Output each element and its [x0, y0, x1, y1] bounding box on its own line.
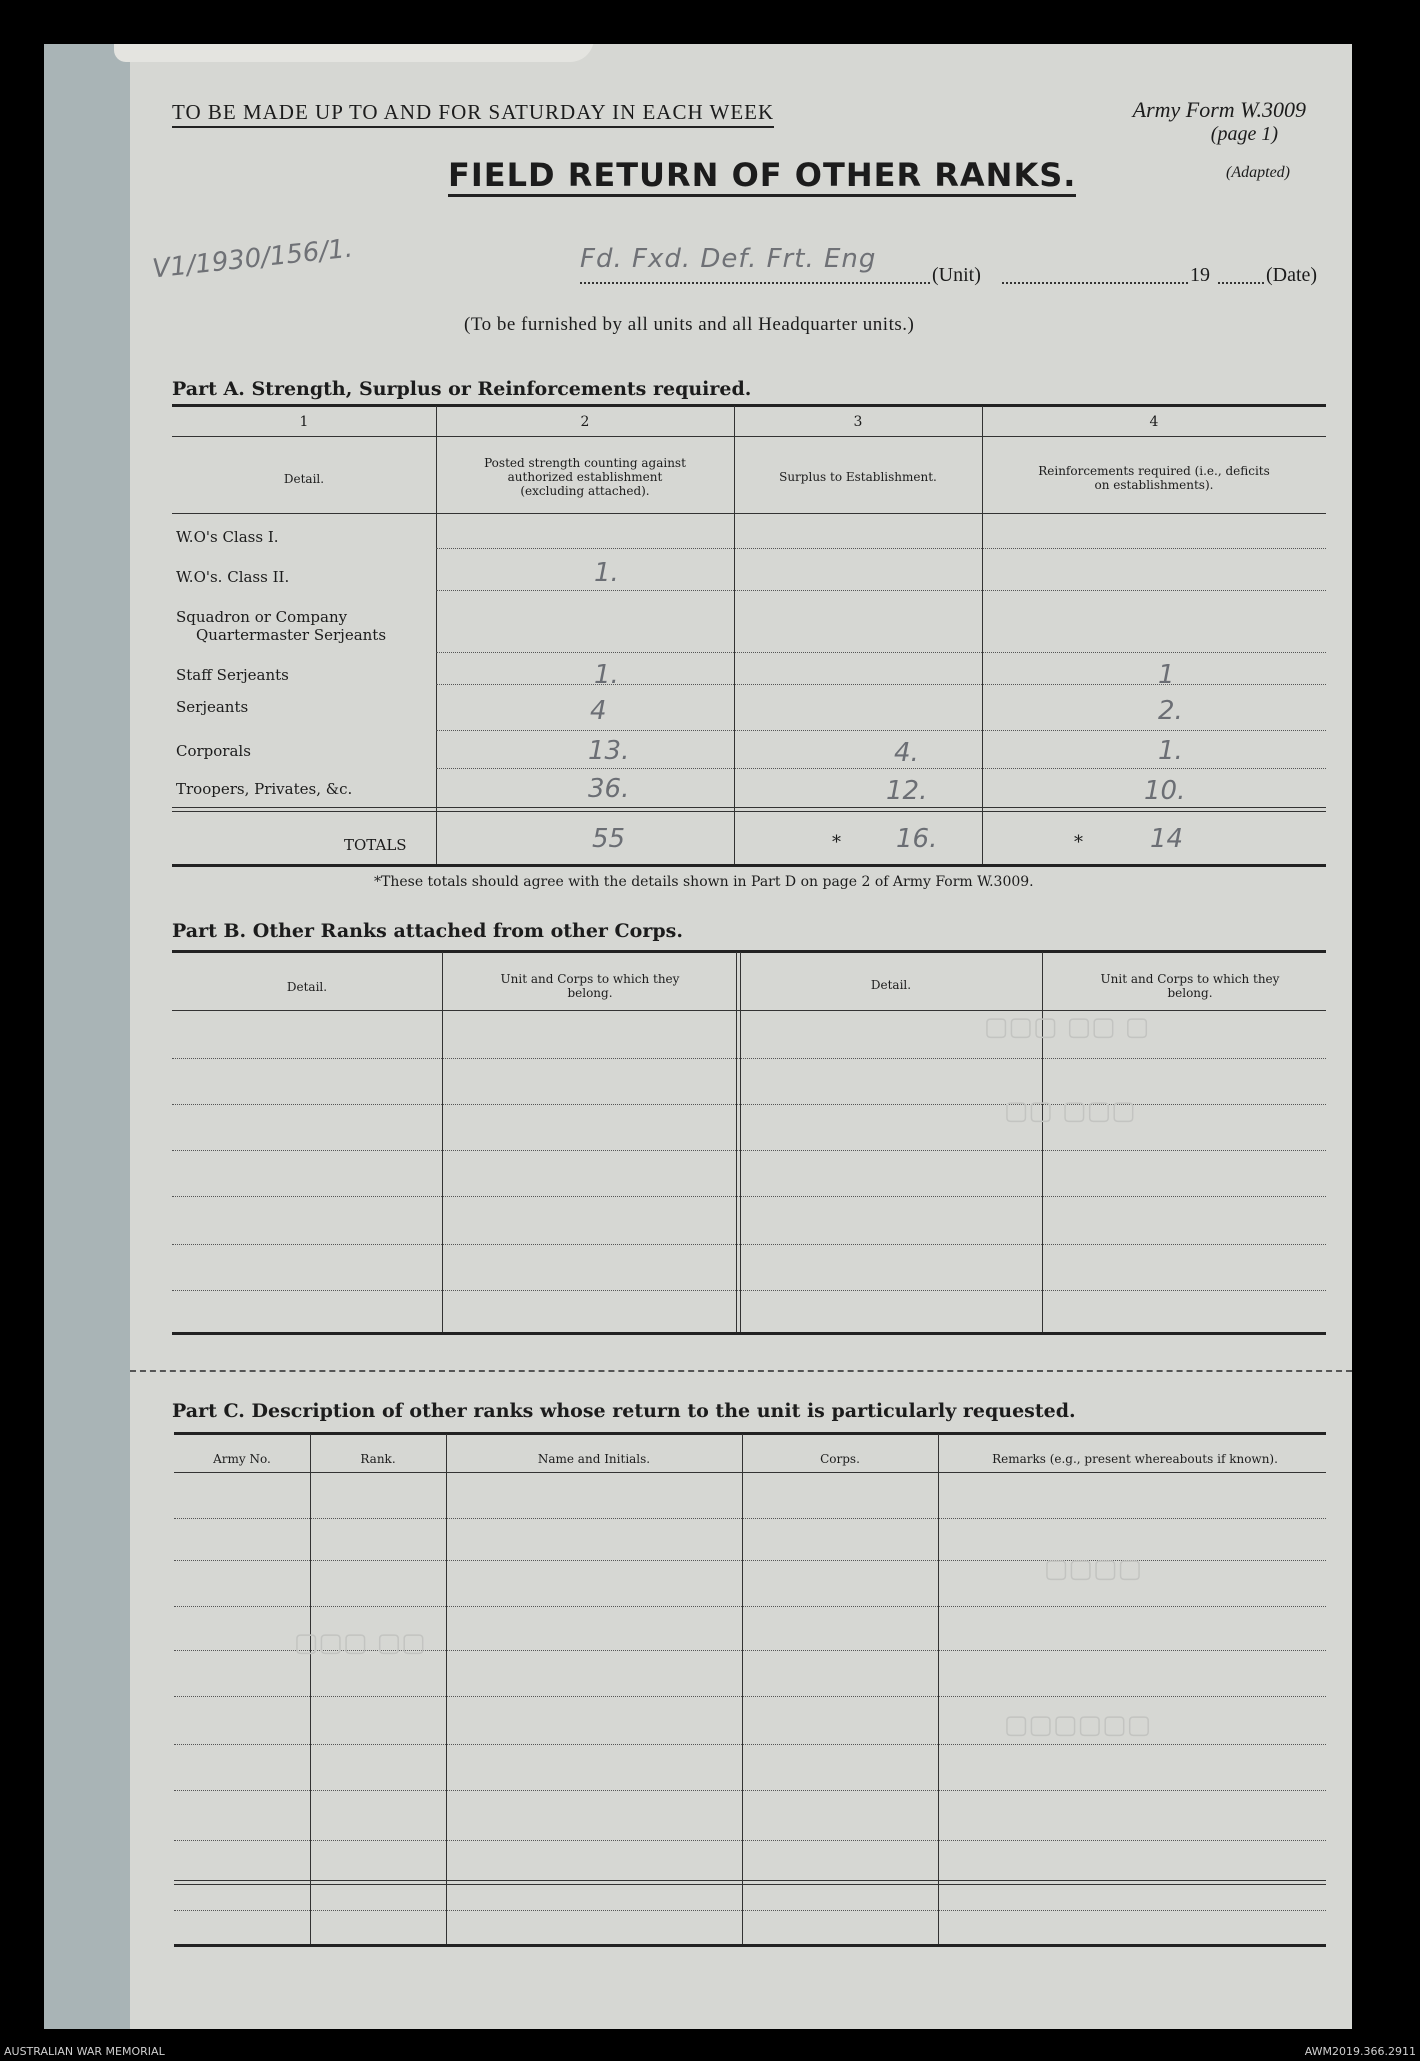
- col-header-unit-corps: Unit and Corps to which they belong.: [500, 972, 680, 1000]
- unit-dotted-line: [580, 282, 930, 284]
- header-instruction: TO BE MADE UP TO AND FOR SATURDAY IN EACH WEEK: [172, 100, 774, 128]
- row-label: Corporals: [176, 742, 251, 760]
- reinf-staff-serjeants: 1: [1158, 660, 1175, 690]
- part-c-col-divider: [938, 1434, 939, 1944]
- reinf-serjeants: 2.: [1158, 696, 1183, 726]
- col-header-detail: Detail.: [286, 980, 328, 994]
- col-header-reinforcements: Reinforcements required (i.e., deficits on establishments).: [1038, 464, 1270, 492]
- col-number: 4: [1149, 414, 1159, 430]
- part-b-col-divider: [736, 952, 737, 1334]
- col-header-remarks: Remarks (e.g., present whereabouts if known).: [992, 1452, 1278, 1466]
- date-label: (Date): [1266, 264, 1318, 286]
- footer-accession: AWM2019.366.2911: [1304, 2045, 1416, 2058]
- totals-rule: [172, 807, 1326, 808]
- row-rule: [174, 1840, 1326, 1841]
- date-dotted-line-2: [1218, 282, 1264, 284]
- row-label: Troopers, Privates, &c.: [176, 780, 353, 798]
- row-rule: [172, 1104, 1326, 1105]
- col-header-posted: Posted strength counting against authorized establishment (excluding attached).: [484, 456, 686, 498]
- row-label: Squadron or Company: [176, 608, 348, 626]
- row-rule: [174, 1696, 1326, 1697]
- part-c-heading: Part C. Description of other ranks whose return to the unit is particularly requested.: [172, 1400, 1076, 1422]
- form-page: [44, 44, 1352, 2029]
- row-label: W.O's. Class II.: [176, 568, 290, 586]
- reinf-corporals: 1.: [1158, 736, 1183, 766]
- part-b-bottom-rule: [172, 1332, 1326, 1335]
- form-number-text: Army Form W.3009: [1132, 97, 1306, 122]
- total-reinf: 14: [1150, 824, 1184, 854]
- part-c-top-rule: [174, 1432, 1326, 1435]
- footer-institution: AUSTRALIAN WAR MEMORIAL: [4, 2045, 165, 2058]
- torn-edge: [114, 44, 594, 62]
- col-number: 2: [580, 414, 590, 430]
- row-rule: [174, 1884, 1326, 1885]
- show-through-marks: ▢▢▢▢: [1044, 1554, 1143, 1584]
- unit-label: (Unit): [932, 264, 981, 286]
- col-header-name: Name and Initials.: [537, 1452, 651, 1466]
- posted-troopers: 36.: [588, 774, 630, 804]
- date-dotted-line: [1002, 282, 1188, 284]
- handwritten-reference: V1/1930/156/1.: [150, 233, 355, 285]
- totals-footnote: *These totals should agree with the details shown in Part D on page 2 of Army Form W.3009.: [374, 874, 1034, 890]
- part-a-rule: [172, 436, 1326, 437]
- row-rule: [436, 684, 1326, 685]
- part-b-header-rule: [172, 1010, 1326, 1011]
- year-prefix: 19: [1190, 264, 1210, 286]
- posted-staff-serjeants: 1.: [594, 660, 619, 690]
- col-header-detail: Detail.: [870, 978, 912, 992]
- row-label: Quartermaster Serjeants: [196, 626, 387, 644]
- row-rule: [174, 1560, 1326, 1561]
- col-header-corps: Corps.: [820, 1452, 860, 1466]
- show-through-marks: ▢ ▢▢ ▢▢▢: [984, 1012, 1150, 1042]
- row-rule: [436, 652, 1326, 653]
- row-rule: [172, 1290, 1326, 1291]
- col-header-unit-corps: Unit and Corps to which they belong.: [1100, 972, 1280, 1000]
- col-number: 1: [299, 414, 309, 430]
- form-number: [1133, 98, 1306, 146]
- row-rule: [436, 730, 1326, 731]
- part-a-heading: Part A. Strength, Surplus or Reinforcements required.: [172, 378, 752, 400]
- total-posted: 55: [592, 824, 626, 854]
- furnish-note: (To be furnished by all units and all Headquarter units.): [464, 314, 915, 335]
- form-page: (page 1): [1210, 123, 1278, 145]
- totals-rule: [172, 811, 1326, 812]
- page-title: FIELD RETURN OF OTHER RANKS.: [448, 156, 1076, 197]
- row-rule: [172, 1244, 1326, 1245]
- row-rule: [174, 1880, 1326, 1881]
- part-c-bottom-rule: [174, 1944, 1326, 1947]
- handwritten-unit: Fd. Fxd. Def. Frt. Eng: [580, 244, 877, 274]
- col-header-detail: Detail.: [283, 472, 325, 486]
- col-header-army-no: Army No.: [213, 1452, 271, 1466]
- col-header-rank: Rank.: [360, 1452, 396, 1466]
- perforation-line: [130, 1370, 1352, 1372]
- part-a-col-divider: [436, 406, 437, 866]
- row-rule: [172, 1196, 1326, 1197]
- row-rule: [436, 768, 1326, 769]
- totals-label: TOTALS: [344, 836, 407, 854]
- row-label: W.O's Class I.: [176, 528, 279, 546]
- part-b-heading: Part B. Other Ranks attached from other Corps.: [172, 920, 683, 942]
- row-rule: [172, 1058, 1326, 1059]
- totals-star: *: [1074, 832, 1083, 853]
- row-rule: [436, 590, 1326, 591]
- row-rule: [174, 1518, 1326, 1519]
- col-header-surplus: Surplus to Establishment.: [779, 470, 937, 484]
- posted-corporals: 13.: [588, 736, 630, 766]
- adapted-note: (Adapted): [1226, 164, 1290, 181]
- part-a-rule: [172, 513, 1326, 514]
- total-surplus: 16.: [896, 824, 938, 854]
- part-b-col-divider: [442, 952, 443, 1334]
- part-b-col-divider: [1042, 952, 1043, 1334]
- part-c-col-divider: [446, 1434, 447, 1944]
- totals-star: *: [832, 832, 841, 853]
- part-a-col-divider: [982, 406, 983, 866]
- part-a-bottom-rule: [172, 864, 1326, 867]
- part-c-col-divider: [310, 1434, 311, 1944]
- col-number: 3: [853, 414, 863, 430]
- part-c-col-divider: [742, 1434, 743, 1944]
- part-c-header-rule: [174, 1472, 1326, 1473]
- row-rule: [172, 1150, 1326, 1151]
- show-through-marks: ▢▢▢▢▢▢: [1004, 1710, 1152, 1740]
- row-rule: [174, 1790, 1326, 1791]
- show-through-marks: ▢▢▢ ▢▢: [1004, 1096, 1136, 1126]
- row-rule: [436, 548, 1326, 549]
- posted-serjeants: 4: [590, 696, 607, 726]
- part-a-top-rule: [172, 404, 1326, 407]
- row-label: Staff Serjeants: [176, 666, 289, 684]
- surplus-corporals: 4.: [894, 738, 919, 768]
- part-b-top-rule: [172, 950, 1326, 953]
- row-label: Serjeants: [176, 698, 249, 716]
- row-rule: [174, 1606, 1326, 1607]
- surplus-troopers: 12.: [886, 776, 928, 806]
- row-rule: [174, 1910, 1326, 1911]
- row-rule: [174, 1744, 1326, 1745]
- binding-margin: [44, 44, 130, 2029]
- part-b-col-divider: [740, 952, 741, 1334]
- posted-wo2: 1.: [594, 558, 619, 588]
- reinf-troopers: 10.: [1144, 776, 1186, 806]
- show-through-marks: ▢▢ ▢▢▢: [294, 1628, 426, 1658]
